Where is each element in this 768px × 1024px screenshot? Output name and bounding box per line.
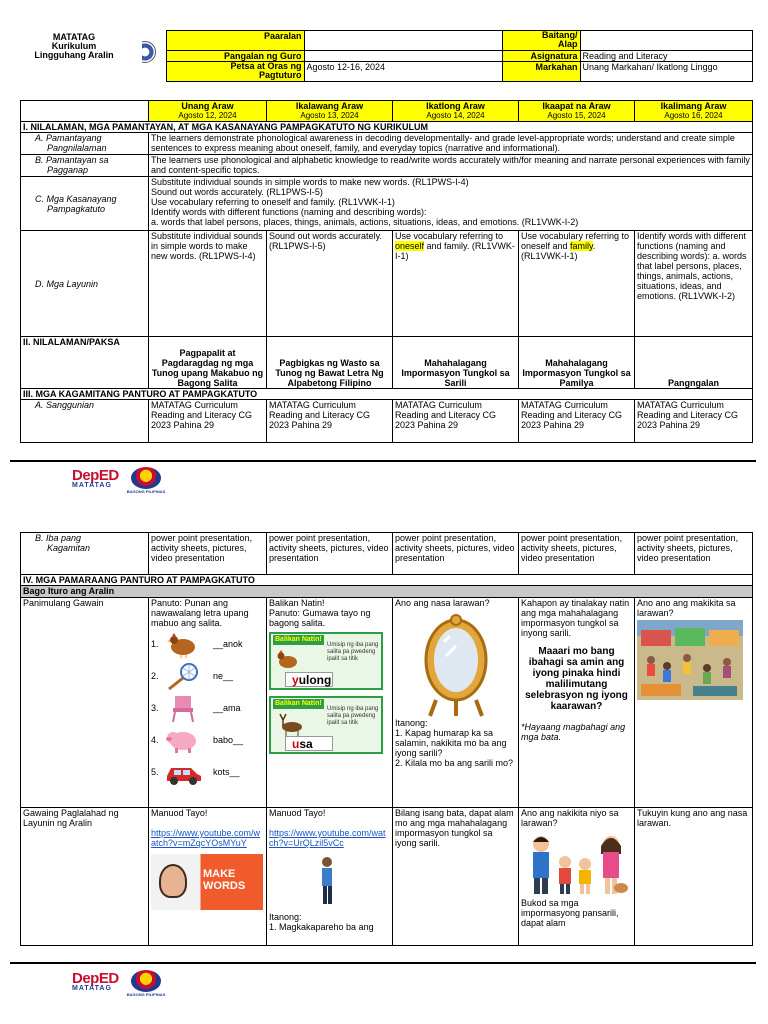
section-4-title: IV. MGA PAMARAANG PANTURO AT PAMPAGKATUTO: [21, 575, 753, 586]
gawain-4: Ano ang nakikita niyo sa larawan? Bukod sa mga impormasyong pansarili, dapat alam: [519, 808, 635, 946]
pamantayang-text: The learners demonstrate phonological awareness in decoding developmentally- and grade level-appropriate words; understand and create simple sentences to express meaning about oneself, family, and everyday topics (narrative and informational).: [149, 133, 753, 155]
section-3-title: III. MGA KAGAMITANG PANTURO AT PAMPAGKATUTO: [21, 389, 753, 400]
car-icon: [161, 758, 205, 786]
paksa-2: Pagbigkas ng Wasto sa Tunog ng Bawat Letra Ng Alpabetong Filipino: [267, 337, 393, 389]
markahan-label: Markahan: [502, 62, 580, 82]
iba-1: power point presentation, activity sheets, pictures, video presentation: [149, 533, 267, 575]
guro-label: Pangalan ng Guro: [166, 51, 304, 62]
word-box-2: usa: [285, 736, 333, 751]
layunin-4: Use vocabulary referring to oneself and family. (RL1VWK-I-1): [519, 231, 635, 337]
sanggunian-label: A. Sanggunian: [21, 400, 149, 443]
paaralan-label: Paaralan: [166, 31, 304, 51]
page-divider-2: [10, 962, 756, 964]
hen-icon: [161, 630, 205, 658]
chair-icon: [161, 694, 205, 722]
task-item: 4. babo__: [151, 724, 264, 756]
panimula-4: Kahapon ay tinalakay natin ang mga mahahalagang impormasyon tungkol sa inyong sarili. Maaari mo bang ibahagi sa amin ang iyong pinaka hindi malilimutang selebrasyon ng iyong kaarawan? *Hayaang magbahagi ang mga bata.: [519, 598, 635, 808]
footer-logos-1: [72, 467, 165, 494]
layunin-1: Substitute individual sounds in simple words to make new words. (RL1PWS-I-4): [149, 231, 267, 337]
gawain-5: Tukuyin kung ano ang nasa larawan.: [635, 808, 753, 946]
petsa-label: Petsa at Oras ng Pagtuturo: [166, 62, 304, 82]
header-title: MATATAG Kurikulum Lingguhang Aralin: [34, 31, 114, 60]
iba-label: B. Iba pang Kagamitan: [21, 533, 149, 575]
day-header-5: Ikalimang Araw Agosto 16, 2024: [635, 101, 753, 122]
sanggunian-4: MATATAG Curriculum Reading and Literacy CG 2023 Pahina 29: [519, 400, 635, 443]
mirror-icon: [406, 612, 506, 718]
page-divider-1: [10, 460, 756, 462]
layunin-3: Use vocabulary referring to oneself and family. (RL1VWK-I-1): [393, 231, 519, 337]
paksa-5: Pangngalan: [635, 337, 753, 389]
task-item: 3. __ama: [151, 692, 264, 724]
gawain-3: Bilang isang bata, dapat alam mo ang mga mahahalagang impormasyon tungkol sa iyong sarili.: [393, 808, 519, 946]
deped-matatag-logo: DepED MATATAG: [72, 466, 119, 489]
footer-logos-2: [72, 970, 165, 997]
balikan-card-1: Balikan Natin! Umisip ng iba pang salita pa pwedeng ipalit sa titik yulong: [269, 632, 383, 690]
header-table: [22, 30, 753, 82]
baitang-label: Baitang/ Alap: [502, 31, 580, 51]
kasanayang-label: C. Mga Kasanayang Pampagkatuto: [21, 177, 149, 231]
deer-icon: [277, 712, 305, 736]
presenter-face-icon: [159, 864, 187, 898]
bago-ituro-band: Bago Ituro ang Aralin: [21, 586, 753, 598]
asignatura-label: Asignatura: [502, 51, 580, 62]
layunin-5: Identify words with different functions (naming and describing words): a. words that label persons, places, things, animals, actions, situations, ideas, and emotions. (RL1VWK-I-2): [635, 231, 753, 337]
video-thumbnail-1[interactable]: MAKE WORDS: [151, 854, 263, 910]
main-table: [20, 100, 753, 443]
day-header-4: Ikaapat na Araw Agosto 15, 2024: [519, 101, 635, 122]
balikan-card-2: Balikan Natin! Umisip ng iba pang salita pa pwedeng ipalit sa titik usa: [269, 696, 383, 754]
petsa-value: Agosto 12-16, 2024: [304, 62, 502, 82]
day-header-2: Ikalawang Araw Agosto 13, 2024: [267, 101, 393, 122]
asignatura-value: Reading and Literacy: [580, 51, 752, 62]
paksa-1: Pagpapalit at Pagdaragdag ng mga Tunog upang Makabuo ng Bagong Salita: [149, 337, 267, 389]
panimula-3: Ano ang nasa larawan? Itanong: 1. Kapag humarap ka sa salamin, nakikita mo ba ang iyong sarili? 2. Kilala mo ba ang sarili mo?: [393, 598, 519, 808]
youtube-link-1[interactable]: https://www.youtube.com/watch?v=mZqcYOsMYuY: [151, 828, 261, 848]
sanggunian-2: MATATAG Curriculum Reading and Literacy CG 2023 Pahina 29: [267, 400, 393, 443]
deped-seal-cell: [142, 31, 166, 82]
iba-3: power point presentation, activity sheets, pictures, video presentation: [393, 533, 519, 575]
pamantayang-label: A. Pamantayang Pangnilalaman: [21, 133, 149, 155]
paksa-3: Mahahalagang Impormasyon Tungkol sa Sarili: [393, 337, 519, 389]
gawain-label: Gawaing Paglalahad ng Layunin ng Aralin: [21, 808, 149, 946]
deped-matatag-logo: DepED MATATAG: [72, 969, 119, 992]
panimula-label: Panimulang Gawain: [21, 598, 149, 808]
section-1-title: I. NILALAMAN, MGA PAMANTAYAN, AT MGA KASANAYANG PAMPAGKATUTO NG KURIKULUM: [21, 122, 753, 133]
market-scene-icon: [637, 620, 743, 700]
bagong-pilipinas-logo: BAGONG PILIPINAS: [127, 970, 166, 997]
panimula-1: Panuto: Punan ang nawawalang letra upang mabuo ang salita. 1. __anok 2. ne__ 3. __ama 4. babo__ 5. kots__: [149, 598, 267, 808]
word-box-1: yulong: [285, 672, 333, 687]
task-item: 2. ne__: [151, 660, 264, 692]
pagganap-text: The learners use phonological and alphabetic knowledge to read/write words accurately with/for meaning and narrate personal experiences with family and content-specific topics.: [149, 155, 753, 177]
panimula-5: Ano ano ang makikita sa larawan?: [635, 598, 753, 808]
guro-value[interactable]: [304, 51, 502, 62]
paksa-4: Mahahalagang Impormasyon Tungkol sa Pamilya: [519, 337, 635, 389]
day-header-blank: [21, 101, 149, 122]
sanggunian-5: MATATAG Curriculum Reading and Literacy CG 2023 Pahina 29: [635, 400, 753, 443]
task-item: 5. kots__: [151, 756, 264, 788]
sanggunian-1: MATATAG Curriculum Reading and Literacy CG 2023 Pahina 29: [149, 400, 267, 443]
net-icon: [161, 662, 205, 690]
gawain-1: Manuod Tayo! https://www.youtube.com/watch?v=mZqcYOsMYuY MAKE WORDS: [149, 808, 267, 946]
person-standing-icon[interactable]: [269, 852, 389, 912]
bagong-pilipinas-logo: BAGONG PILIPINAS: [127, 467, 166, 494]
layunin-label: D. Mga Layunin: [21, 231, 149, 337]
family-icon: [521, 832, 631, 898]
iba-4: power point presentation, activity sheets, pictures, video presentation: [519, 533, 635, 575]
pagganap-label: B. Pamantayan sa Pagganap: [21, 155, 149, 177]
day-header-3: Ikatlong Araw Agosto 14, 2024: [393, 101, 519, 122]
gawain-2: Manuod Tayo! https://www.youtube.com/watch?v=UrQLzil5vCc Itanong: 1. Magkakapareho ba ang: [267, 808, 393, 946]
kasanayang-text: Substitute individual sounds in simple words to make new words. (RL1PWS-I-4) Sound out words accurately. (RL1PWS-I-5) Use vocabulary referring to oneself and family. (RL1VWK-I-1) Identify words with different functions (naming and describing words): a. words that label persons, places, things, animals, actions, situations, ideas, and emotions. (RL1VWK-I-2): [149, 177, 753, 231]
panimula-2: Balikan Natin! Panuto: Gumawa tayo ng bagong salita. Balikan Natin! Umisip ng iba pang salita pa pwedeng ipalit sa titik yulong Balikan Natin! Umisip ng iba pang salita pa pwedeng ipalit sa titik usa: [267, 598, 393, 808]
day-header-1: Unang Araw Agosto 12, 2024: [149, 101, 267, 122]
pig-icon: [161, 726, 205, 754]
iba-5: power point presentation, activity sheets, pictures, video presentation: [635, 533, 753, 575]
iba-2: power point presentation, activity sheets, pictures, video presentation: [267, 533, 393, 575]
youtube-link-2[interactable]: https://www.youtube.com/watch?v=UrQLzil5vCc: [269, 828, 386, 848]
sanggunian-3: MATATAG Curriculum Reading and Literacy CG 2023 Pahina 29: [393, 400, 519, 443]
baitang-value[interactable]: [580, 31, 752, 51]
layunin-2: Sound out words accurately. (RL1PWS-I-5): [267, 231, 393, 337]
section-2-title: II. NILALAMAN/PAKSA: [21, 337, 149, 389]
markahan-value: Unang Markahan/ Ikatlong Linggo: [580, 62, 752, 82]
task-item: 1. __anok: [151, 628, 264, 660]
paaralan-value[interactable]: [304, 31, 502, 51]
page2-table: [20, 532, 753, 946]
hen-icon: [275, 648, 299, 670]
deped-seal-icon: [142, 41, 156, 63]
